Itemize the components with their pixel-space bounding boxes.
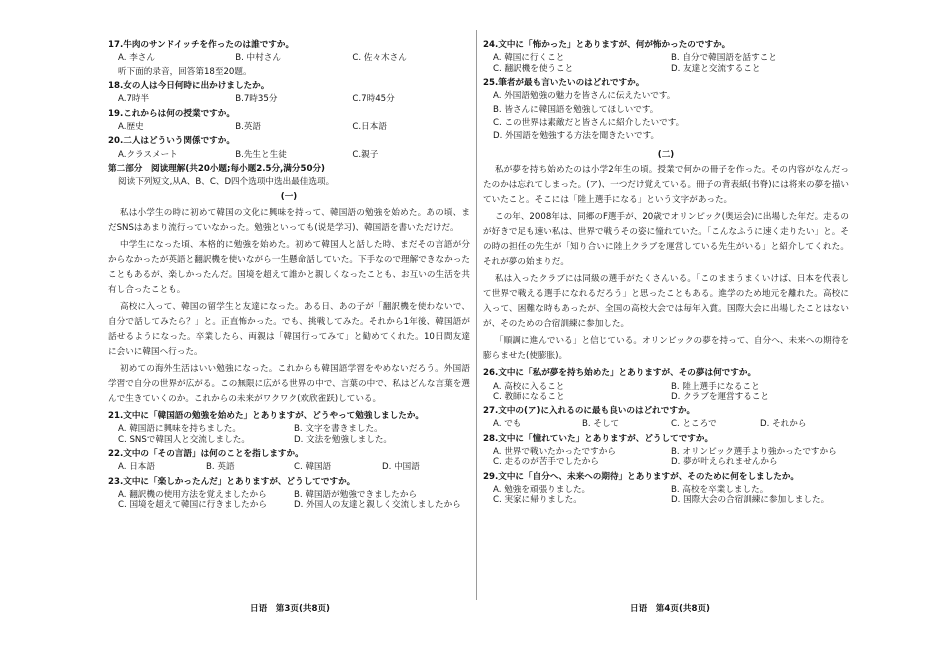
option: C. 教師になること bbox=[493, 391, 565, 402]
question-25-options bbox=[493, 91, 849, 144]
option: B. 韓国語が勉強できましたから bbox=[294, 490, 418, 501]
option: A. 日本語 bbox=[118, 462, 155, 473]
page-footer-left: 日语 第3页(共8页) bbox=[250, 604, 330, 614]
passage-1-title: (一) bbox=[280, 192, 298, 203]
option: A. 勉強を頑張りました。 bbox=[493, 485, 591, 496]
option: B.7時35分 bbox=[235, 94, 278, 105]
option: D. 外国人の友達と親しく交流しましたから bbox=[294, 500, 461, 511]
question-18-options bbox=[118, 94, 470, 104]
question-20: 20.二人はどういう関係ですか。 bbox=[108, 136, 235, 147]
question-26: 26.文中に「私が夢を持ち始めた」とありますが、その夢は何ですか。 bbox=[483, 368, 757, 379]
section-2-title: 第二部分 阅读理解(共20小题;每小题2.5分,满分50分) bbox=[108, 163, 325, 174]
option: D. 中国語 bbox=[382, 462, 420, 473]
option: D. 外国語を勉強する方法を聞きたいです。 bbox=[493, 131, 660, 142]
option: C. 国境を超えて韓国に行きましたから bbox=[118, 500, 267, 511]
option: B. 皆さんに韓国語を勉強してほしいです。 bbox=[493, 104, 659, 115]
option: B. 陸上選手になること bbox=[671, 381, 760, 392]
page-footer-right: 日语 第4页(共8页) bbox=[630, 604, 710, 614]
option: B.英語 bbox=[235, 121, 262, 132]
option: C. 佐々木さん bbox=[352, 53, 407, 64]
question-17: 17.牛肉のサンドイッチを作ったのは誰ですか。 bbox=[108, 40, 295, 50]
passage-1 bbox=[108, 206, 470, 407]
right-page bbox=[483, 36, 849, 626]
passage-2-title: (二) bbox=[657, 149, 675, 160]
option: D. それから bbox=[760, 419, 807, 430]
question-17-options bbox=[118, 53, 470, 63]
option: B. 文字を書きました。 bbox=[294, 424, 383, 435]
option: C.親子 bbox=[352, 149, 379, 160]
question-28: 28.文中に「憧れていた」とありますが、どうしてですか。 bbox=[483, 433, 714, 444]
page-divider bbox=[476, 30, 477, 600]
question-21: 21.文中に「韓国語の勉強を始めた」とありますが、どうやって勉強しましたか。 bbox=[108, 411, 425, 422]
option: C. この世界は素敵だと皆さんに紹介したいです。 bbox=[493, 117, 685, 128]
question-29-options bbox=[493, 485, 849, 506]
question-21-options bbox=[118, 424, 470, 445]
option: C. 実家に帰りました。 bbox=[493, 495, 582, 506]
question-28-options bbox=[493, 447, 849, 468]
left-page bbox=[108, 36, 470, 626]
option: C. SNSで韓国人と交流しました。 bbox=[118, 434, 250, 445]
option: A.歴史 bbox=[118, 121, 144, 132]
option: D. クラブを運営すること bbox=[671, 391, 770, 402]
option: B.先生と生徒 bbox=[235, 149, 287, 160]
option: C. 翻訳機を使うこと bbox=[493, 63, 574, 74]
question-22: 22.文中の「その言語」は何のことを指しますか。 bbox=[108, 449, 304, 460]
option: B. 英語 bbox=[206, 462, 235, 473]
question-19-options bbox=[118, 122, 470, 132]
option: A. 韓国語に興味を持ちました。 bbox=[118, 424, 241, 435]
question-29: 29.文中に「自分へ、未来への期待」とありますが、そのために何をしましたか。 bbox=[483, 471, 800, 482]
option: B. 高校を卒業しました。 bbox=[671, 485, 769, 496]
option: A. 翻訳機の使用方法を覚えましたから bbox=[118, 490, 267, 501]
paragraph: 私は小学生の時に初めて韓国の文化に興味を持って、韓国語の勉強を始めた。あの頃、まだSNSはあまり流行っていなかった。勉強といっても(说是学习)、韓国語を書いただけだ。 bbox=[108, 207, 470, 233]
option: D. 国際大会の合宿訓練に参加しました。 bbox=[671, 495, 830, 506]
option: A. 世界で戦いたかったですから bbox=[493, 447, 616, 458]
option: C.7時45分 bbox=[352, 94, 395, 105]
option: D. 夢が叶えられませんから bbox=[671, 457, 778, 468]
question-22-options bbox=[118, 462, 470, 472]
paragraph: 中学生になった頃、本格的に勉強を始めた。初めて韓国人と話した時、まだその言語が分からなかったが英語と翻訳機を使いながら一生懸命話していた。下手なので理解できなかったこともあるが、楽しかったんだ。国境を超えて誰かと親しくなったことも、お互いの生活を共有し合ったことも。 bbox=[108, 239, 470, 295]
option: B. 中村さん bbox=[235, 53, 281, 64]
option: A. 高校に入ること bbox=[493, 381, 565, 392]
question-23: 23.文中に「楽しかったんだ」とありますが、どうしてですか。 bbox=[108, 476, 356, 487]
audio-instruction: 听下面的录音，回答第18至20题。 bbox=[118, 66, 252, 77]
option: D. 文法を勉強しました。 bbox=[294, 434, 393, 445]
question-23-options bbox=[118, 490, 470, 511]
paragraph: 私が夢を持ち始めたのは小学2年生の頃。授業で何かの冊子を作った。その内容がなんだったのかは忘れてしまった。(ア)、一つだけ覚えている。冊子の背表紙(书脊)には将来の夢を描いていたこと。そこには「陸上選手になる」という文字があった。 bbox=[483, 164, 849, 205]
question-18: 18.女の人は今日何時に出かけましたか。 bbox=[108, 80, 270, 91]
option: A. 韓国に行くこと bbox=[493, 53, 565, 64]
paragraph: この年、2008年は、同郷のF選手が、20歳でオリンピック(奥运会)に出場した年だ。走るのが好きで足も速い私は、世界で戦うその姿に憧れていた。「こんなふうに速く走りたい」と。その時の担任の先生が「知り合いに陸上クラブを運営している先生がいる」と紹介してくれた。それが夢の始まりだ。 bbox=[483, 211, 849, 267]
option: A.7時半 bbox=[118, 94, 150, 105]
option: B. オリンピック選手より強かったですから bbox=[671, 447, 837, 458]
option: C. 韓国語 bbox=[294, 462, 332, 473]
question-25: 25.筆者が最も言いたいのはどれですか。 bbox=[483, 77, 645, 88]
question-24: 24.文中に「怖かった」とありますが、何が怖かったのですか。 bbox=[483, 40, 731, 50]
option: B. 自分で韓国語を話すこと bbox=[671, 53, 777, 64]
option: D. 友達と交流すること bbox=[671, 63, 761, 74]
question-19: 19.これからは何の授業ですか。 bbox=[108, 108, 235, 119]
option: C.日本語 bbox=[352, 121, 387, 132]
option: C. 走るのが苦手でしたから bbox=[493, 457, 599, 468]
question-20-options bbox=[118, 150, 470, 160]
question-27: 27.文中の(ア)に入れるのに最も良いのはどれですか。 bbox=[483, 406, 696, 417]
passage-2 bbox=[483, 163, 849, 364]
option: C. ところで bbox=[671, 419, 717, 430]
section-2-instruction: 阅读下列短文,从A、B、C、D四个选项中选出最佳选项。 bbox=[118, 177, 335, 188]
question-24-options bbox=[493, 53, 849, 74]
paragraph: 「順調に進んでいる」と信じている。オリンピックの夢を持って、自分へ、未来への期待を膨らませた(使膨胀)。 bbox=[483, 336, 849, 362]
option: A. でも bbox=[493, 419, 522, 430]
option: B. そして bbox=[582, 419, 620, 430]
paragraph: 初めての海外生活はいい勉強になった。これからも韓国語学習をやめないだろう。外国語学習で自分の世界が広がる。この無限に広がる世界の中で、言葉の中で、私はどんな言葉を選んで生きていくのか。これからの未来がワクワク(欢欣雀跃)している。 bbox=[108, 364, 470, 405]
paragraph: 高校に入って、韓国の留学生と友達になった。ある日、あの子が「翻訳機を使わないで、自分で話してみたら？」と。正直怖かった。でも、挑戦してみた。それから1年後、韓国語が話せるようになった。卒業したら、両親は「韓国行ってみて」と勧めてくれた。10日間友達に会いに韓国へ行った。 bbox=[108, 301, 470, 358]
option: A.クラスメート bbox=[118, 149, 178, 160]
option: A. 李さん bbox=[118, 53, 155, 64]
question-27-options bbox=[493, 419, 849, 429]
option: A. 外国語勉強の魅力を皆さんに伝えたいです。 bbox=[493, 91, 676, 102]
paragraph: 私は入ったクラブには同級の選手がたくさんいる。「このままうまくいけば、日本を代表して世界で戦える選手になれるだろう」と思ったこともある。進学のため地元を離れた。高校に入って、困難な時もあったが、全国の高校大会では毎年入賞。国際大会に出場したことはないが、そのための合宿訓練に参加した。 bbox=[483, 274, 849, 330]
question-26-options bbox=[493, 382, 849, 403]
